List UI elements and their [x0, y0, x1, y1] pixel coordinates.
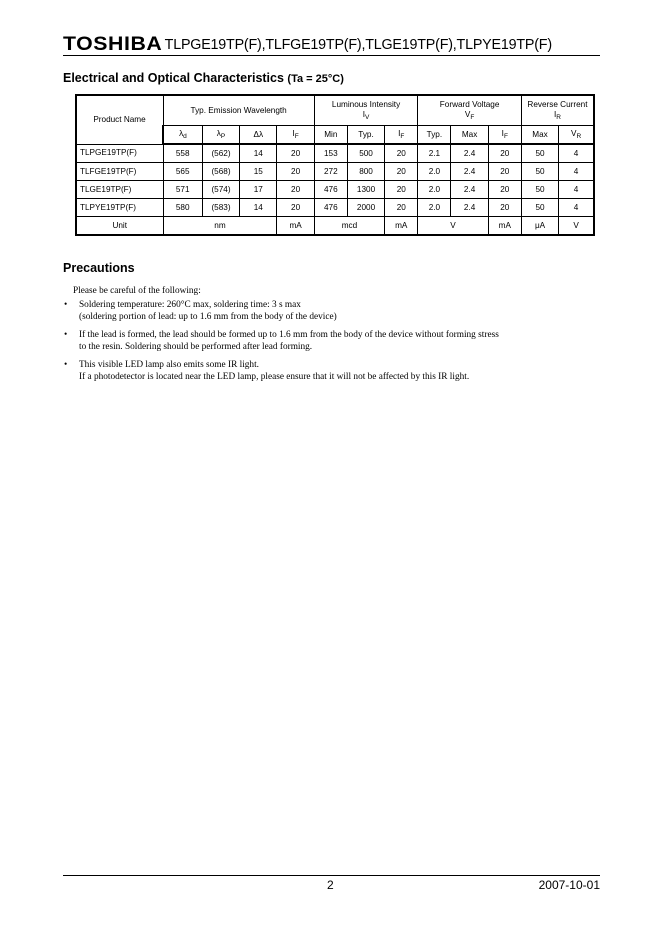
characteristics-condition: (Ta = 25°C) [287, 73, 344, 85]
page-number: 2 [327, 878, 334, 892]
table-row: TLFGE19TP(F) 565 (568) 15 20 272 800 20 2.0 2.4 20 50 4 [76, 163, 594, 181]
list-item: • This visible LED lamp also emits some IR light. If a photodetector is located near the LED lamp, please ensure that it will not be affected by this IR light. [64, 359, 470, 382]
if-header-1: $I_F$ [277, 126, 314, 145]
spectral-width-header: Δλ [240, 126, 277, 145]
bullet-icon: • [64, 329, 68, 340]
page-header [63, 33, 600, 56]
table-row: TLPGE19TP(F) 558 (562) 14 20 153 500 20 2.1 2.4 20 50 4 [76, 144, 594, 163]
iv-min-header: Min [314, 126, 347, 145]
characteristics-table [75, 94, 595, 236]
vr-header: $V_R$ [559, 126, 594, 145]
toshiba-logo: TOSHIBA [63, 34, 163, 55]
unit-row: Unit nm mA mcd mA V mA μA V [76, 217, 594, 236]
vf-max-header: Max [451, 126, 488, 145]
iv-typ-header: Typ. [347, 126, 384, 145]
reverse-current-header: Reverse Current $I_R$ [521, 95, 594, 126]
header-model-list: TLPGE19TP(F),TLFGE19TP(F),TLGE19TP(F),TLPYE19TP(F) [164, 37, 552, 53]
table-row: TLGE19TP(F) 571 (574) 17 20 476 1300 20 2.0 2.4 20 50 4 [76, 181, 594, 199]
if-header-2: $I_F$ [385, 126, 418, 145]
characteristics-title: Electrical and Optical Characteristics (Ta = 25°C) [63, 71, 344, 85]
precautions-intro: Please be careful of the following: [73, 286, 201, 296]
bullet-icon: • [64, 359, 68, 370]
list-item: • Soldering temperature: 260°C max, soldering time: 3 s max (soldering portion of lead: up to 1.6 mm from the body of the device) [64, 299, 337, 322]
precautions-list [63, 299, 603, 384]
ir-max-header: Max [521, 126, 558, 145]
precautions-body [63, 285, 603, 389]
luminous-header: Luminous Intensity $I_V$ [314, 95, 418, 126]
wavelength-header: Typ. Emission Wavelength [163, 95, 314, 126]
list-item: • If the lead is formed, the lead should be formed up to 1.6 mm from the body of the device without forming stress to the resin. Soldering should be performed after lead forming. [64, 329, 499, 352]
page-footer [63, 875, 600, 896]
forward-voltage-header: Forward Voltage $V_F$ [418, 95, 522, 126]
product-name-header: Product Name [76, 95, 163, 144]
vf-typ-header: Typ. [418, 126, 451, 145]
if-header-3: $I_F$ [488, 126, 521, 145]
dominant-wavelength-header: $\lambda_d$ [163, 126, 202, 145]
peak-wavelength-header: $\lambda_P$ [202, 126, 239, 145]
bullet-icon: • [64, 299, 68, 310]
table-row: TLPYE19TP(F) 580 (583) 14 20 476 2000 20 2.0 2.4 20 50 4 [76, 199, 594, 217]
table-group-header-row [76, 95, 594, 126]
document-date: 2007-10-01 [538, 878, 600, 892]
precautions-title: Precautions [63, 261, 135, 275]
